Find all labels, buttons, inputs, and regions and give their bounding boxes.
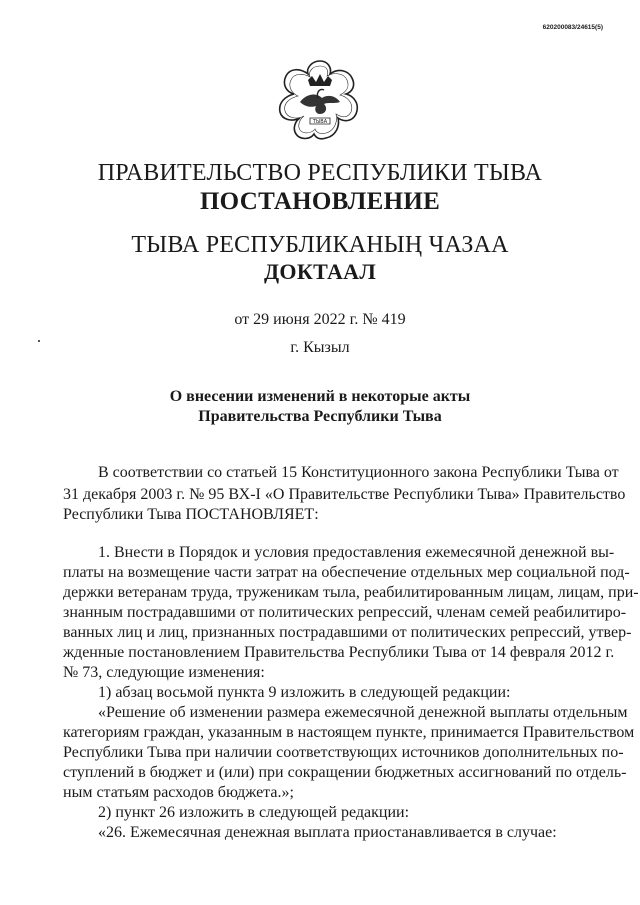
body-line: ванных лиц и лиц, признанных пострадавшими от политических репрессий, утвер- — [63, 624, 632, 641]
body-line: 2) пункт 26 изложить в следующей редакции: — [98, 804, 410, 821]
body-line: ным статьям расходов бюджета.»; — [63, 784, 294, 801]
decree-title-line: Правительства Республики Тыва — [198, 408, 442, 425]
decree-title-line: О внесении изменений в некоторые акты — [169, 388, 471, 405]
body-line: Республики Тыва при наличии соответствующих источников дополнительных по- — [63, 744, 624, 761]
government-name-tyv: ТЫВА РЕСПУБЛИКАНЫҢ ЧАЗАА — [131, 232, 509, 258]
body-line: 1. Внести в Порядок и условия предоставления ежемесячной денежной вы- — [98, 544, 615, 561]
body-line: Республики Тыва ПОСТАНОВЛЯЕТ: — [63, 506, 319, 523]
body-line: ступлений в бюджет и (или) при сокращении бюджетных ассигнований по отдель- — [63, 764, 627, 781]
government-name-ru: ПРАВИТЕЛЬСТВО РЕСПУБЛИКИ ТЫВА — [97, 160, 543, 186]
decree-city: г. Кызыл — [290, 339, 350, 356]
body-line: категориям граждан, указанным в настоящем пункте, принимается Правительством — [63, 724, 635, 741]
decree-date-number: от 29 июня 2022 г. № 419 — [234, 311, 406, 328]
body-line: 1) абзац восьмой пункта 9 изложить в следующей редакции: — [98, 684, 511, 701]
body-line: «Решение об изменении размера ежемесячной денежной выплаты отдельным — [98, 704, 628, 721]
decree-type-ru: ПОСТАНОВЛЕНИЕ — [199, 188, 441, 215]
tuva-coat-of-arms-icon — [272, 58, 368, 142]
registration-number: 620200083/24615(5) — [542, 24, 603, 31]
body-line: В соответствии со статьей 15 Конституционного закона Республики Тыва от — [98, 464, 619, 481]
body-line: жденные постановлением Правительства Республики Тыва от 14 февраля 2012 г. — [63, 644, 615, 661]
emblem-ribbon-text: ТЫВА — [312, 119, 328, 125]
body-line: «26. Ежемесячная денежная выплата приостанавливается в случае: — [98, 824, 557, 841]
body-line: держки ветеранам труда, труженикам тыла, реабилитированным лицам, лицам, при- — [63, 584, 639, 601]
body-line: № 73, следующие изменения: — [63, 664, 265, 681]
body-line: платы на возмещение части затрат на обеспечение отдельных мер социальной под- — [63, 564, 630, 581]
body-line: знанным пострадавшими от политических репрессий, членам семей реабилитиро- — [63, 604, 627, 621]
decree-type-tyv: ДОКТААЛ — [263, 259, 377, 284]
body-line: 31 декабря 2003 г. № 95 ВХ-I «О Правительстве Республики Тыва» Правительство — [63, 486, 626, 503]
